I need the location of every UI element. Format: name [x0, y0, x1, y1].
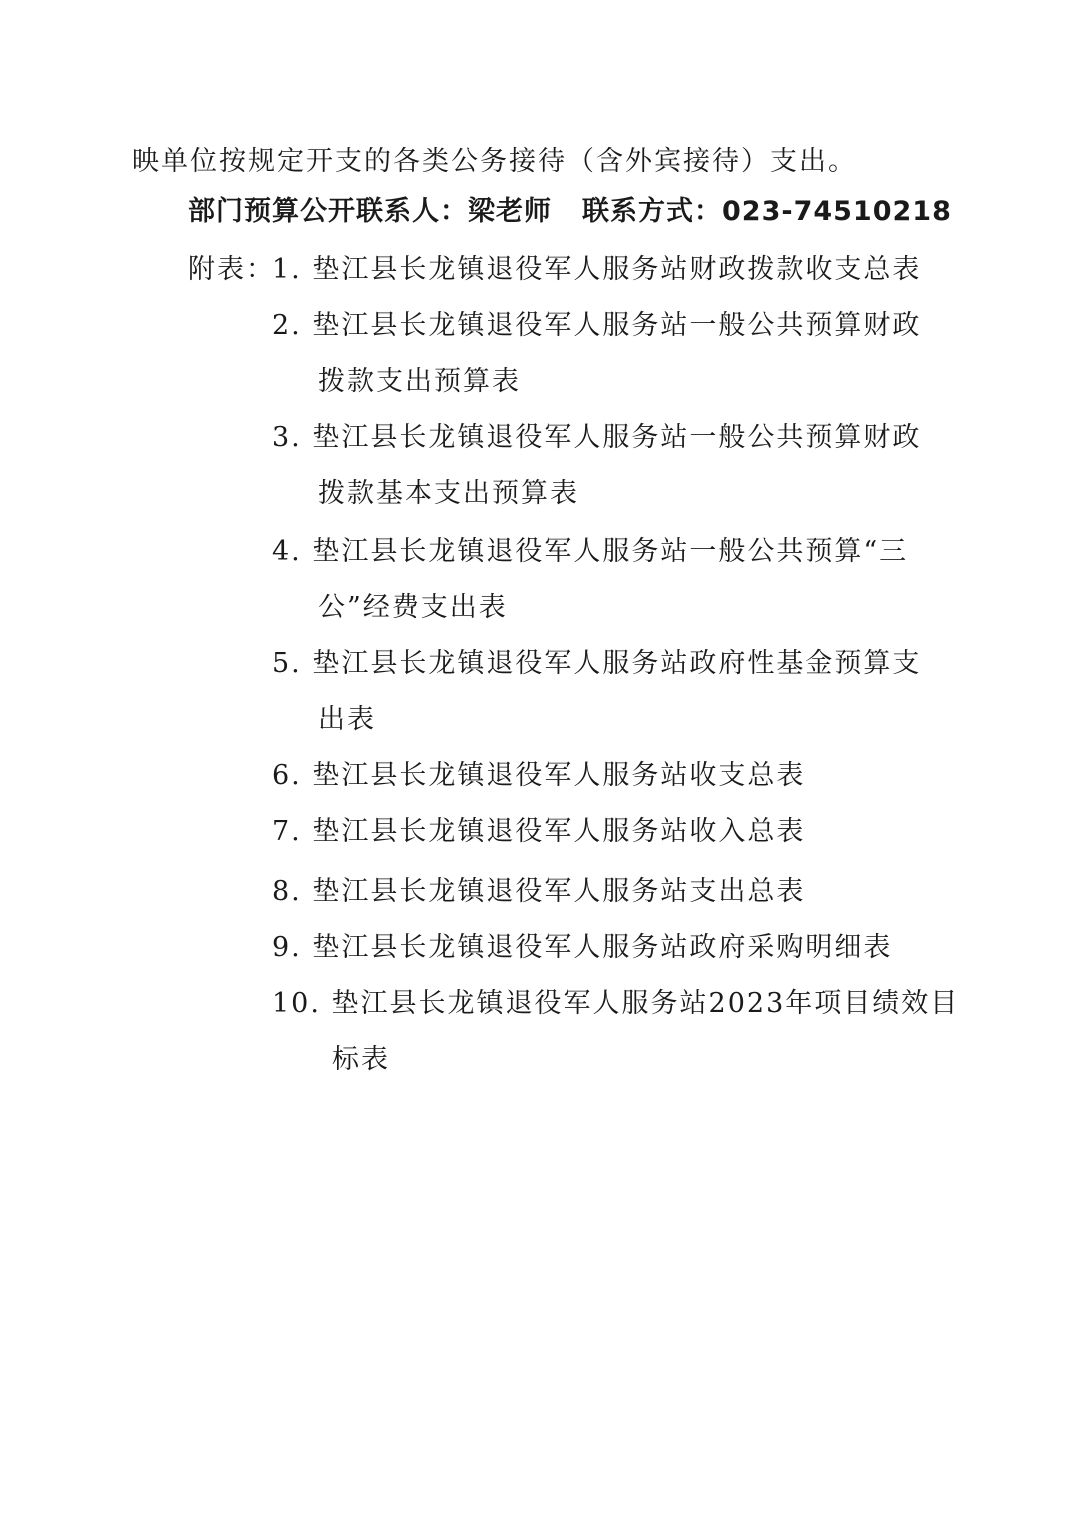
- list-item-title: 垫江县长龙镇退役军人服务站收入总表: [312, 816, 806, 847]
- list-item-title: 垫江县长龙镇退役军人服务站一般公共预算财政: [312, 310, 922, 341]
- list-item: [272, 756, 805, 796]
- list-item: [272, 812, 805, 852]
- list-item-title: 垫江县长龙镇退役军人服务站支出总表: [312, 876, 806, 907]
- list-item-number: 9.: [272, 932, 302, 963]
- attachments-label: 附表：: [188, 254, 275, 285]
- list-item-title: 垫江县长龙镇退役军人服务站政府采购明细表: [312, 932, 893, 963]
- list-item: [272, 418, 921, 458]
- list-item: [272, 306, 921, 346]
- list-item: [272, 644, 921, 684]
- list-item-number: 6.: [272, 760, 302, 791]
- list-item-number: 8.: [272, 876, 302, 907]
- list-item-number: 1.: [272, 254, 302, 285]
- list-item: [272, 872, 805, 912]
- list-item-number: 7.: [272, 816, 302, 847]
- contact-person: 部门预算公开联系人：梁老师: [188, 196, 552, 227]
- list-item-title-cont: 公”经费支出表: [318, 592, 508, 623]
- list-item-number: 4.: [272, 536, 302, 567]
- list-item: [272, 928, 892, 968]
- list-item-title: 垫江县长龙镇退役军人服务站财政拨款收支总表: [312, 254, 922, 285]
- list-item-number: 5.: [272, 648, 302, 679]
- list-item-title: 垫江县长龙镇退役军人服务站一般公共预算财政: [312, 422, 922, 453]
- list-item-number: 3.: [272, 422, 302, 453]
- list-item-title-cont: 拨款支出预算表: [318, 366, 521, 397]
- list-item: [272, 250, 921, 290]
- list-item: [272, 984, 959, 1024]
- list-item-title: 垫江县长龙镇退役军人服务站2023年项目绩效目: [331, 988, 960, 1019]
- list-item-title: 垫江县长龙镇退役军人服务站一般公共预算“三: [312, 536, 909, 567]
- list-item-title-cont: 拨款基本支出预算表: [318, 478, 579, 509]
- list-item-number: 2.: [272, 310, 302, 341]
- list-item-title: 垫江县长龙镇退役军人服务站政府性基金预算支: [312, 648, 922, 679]
- list-item: [272, 532, 908, 572]
- list-item-number: 10.: [272, 988, 321, 1019]
- intro-text: 映单位按规定开支的各类公务接待（含外宾接待）支出。: [132, 146, 857, 177]
- list-item-title-cont: 标表: [332, 1044, 390, 1075]
- list-item-title-cont: 出表: [318, 704, 376, 735]
- contact-phone: 联系方式：023-74510218: [582, 196, 952, 227]
- contact-line: [188, 192, 952, 232]
- list-item-title: 垫江县长龙镇退役军人服务站收支总表: [312, 760, 806, 791]
